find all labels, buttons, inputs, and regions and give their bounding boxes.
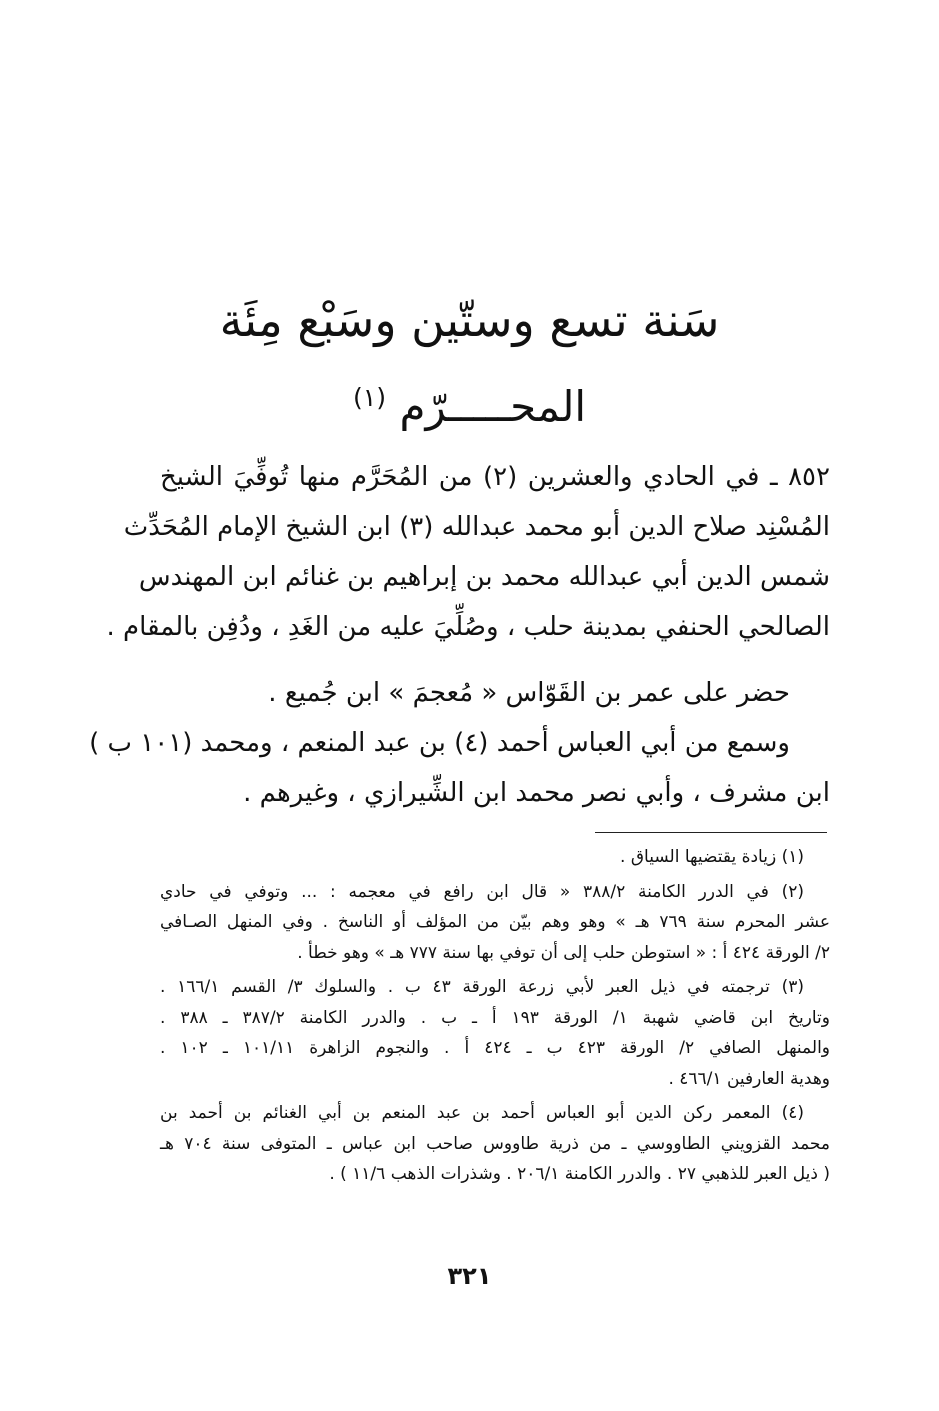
study-line: ابن مشرف ، وأبي نصر محمد ابن الشِّيرازي ، وغيرهم . bbox=[243, 778, 830, 808]
entry-paragraph bbox=[106, 452, 830, 652]
year-heading: سَنة تسع وستّين وسَبْع مِئَة bbox=[219, 293, 720, 347]
month-heading-text: المحـــــرّم bbox=[399, 382, 587, 431]
footnote-1-line: (١) زيادة يقتضيها السياق . bbox=[620, 847, 804, 867]
footnote-3-line: والمنهل الصافي ٢/ الورقة ٤٢٣ ب ـ ٤٢٤ أ . والنجوم الزاهرة ١٠١/١١ ـ ١٠٢ . bbox=[160, 1038, 831, 1058]
footnote-2-line: عشر المحرم سنة ٧٦٩ هـ » وهو وهم بيّن من المؤلف أو الناسخ . وفي المنهل الصـافي bbox=[160, 912, 831, 932]
entry-line: المُسْنِد صلاح الدين أبو محمد عبدالله (٣) ابن الشيخ الإمام المُحَدِّث bbox=[123, 512, 830, 542]
page-number: ٣٢١ bbox=[447, 1262, 492, 1290]
month-heading bbox=[0, 368, 939, 437]
footnote-divider bbox=[595, 832, 827, 833]
footnote-3-line: وتاريخ ابن قاضي شهبة ١/ الورقة ١٩٣ أ ـ ب . والدرر الكامنة ٣٨٧/٢ ـ ٣٨٨ . bbox=[160, 1007, 830, 1028]
study-paragraph bbox=[89, 668, 830, 818]
study-line: حضر على عمر بن القَوّاس « مُعجمَ » ابن جُميع . bbox=[268, 678, 790, 708]
study-line: وسمع من أبي العباس أحمد (٤) بن عبد المنعم ، ومحمد (١٠١ ب ) bbox=[89, 728, 790, 758]
entry-line: شمس الدين أبي عبدالله محمد بن إبراهيم بن غنائم ابن المهندس bbox=[138, 562, 830, 592]
footnote-4-line: ( ذيل العبر للذهبي ٢٧ . والدرر الكامنة ٢٠٦/١ . وشذرات الذهب ١١/٦ ) . bbox=[329, 1164, 830, 1184]
footnote-3-line: وهدية العارفين ٤٦٦/١ . bbox=[668, 1068, 830, 1089]
footnote-3-line: (٣) ترجمته في ذيل العبر لأبي زرعة الورقة ٤٣ ب . والسلوك ٣/ القسم ١٦٦/١ . bbox=[160, 977, 804, 997]
footnote-2-line: ٢/ الورقة ٤٢٤ أ : « استوطن حلب إلى أن توفي بها سنة ٧٧٧ هـ » وهو خطأ . bbox=[297, 942, 830, 963]
entry-line: ٨٥٢ ـ في الحادي والعشرين (٢) من المُحَرَّم منها تُوفِّيَ الشيخ bbox=[160, 462, 830, 492]
footnote-4-line: (٤) المعمر ركن الدين أبو العباس أحمد بن عبد المنعم بن أبي الغنائم بن أحمد بن bbox=[160, 1103, 804, 1123]
entry-line: الصالحي الحنفي بمدينة حلب ، وصُلِّيَ عليه من الغَدِ ، ودُفِن بالمقام . bbox=[106, 612, 830, 642]
footnote-4-line: محمد القزويني الطاووسي ـ من ذرية طاووس صاحب ابن عباس ـ المتوفى سنة ٧٠٤ هـ bbox=[160, 1133, 830, 1154]
footnotes bbox=[160, 842, 830, 1190]
month-footnote-ref: (١) bbox=[352, 383, 387, 412]
footnote-2-line: (٢) في الدرر الكامنة ٣٨٨/٢ « قال ابن رافع في معجمه : ... وتوفي في حادي bbox=[160, 881, 805, 902]
